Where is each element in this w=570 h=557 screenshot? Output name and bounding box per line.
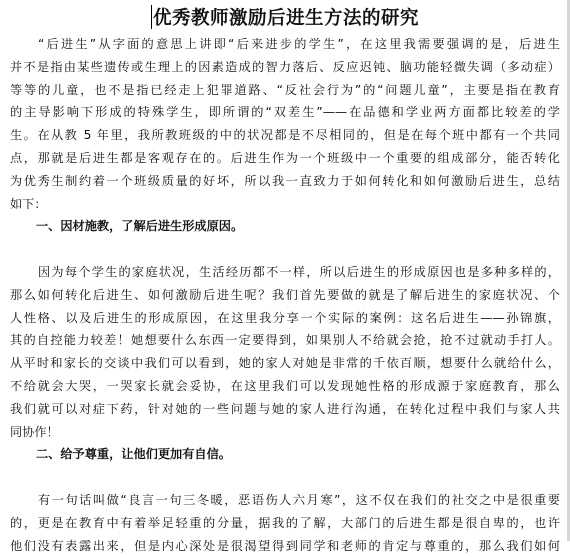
paragraph-line[interactable]: 并不是指由某些遗传或生理上的因素造成的智力落后、反应迟钝、脑功能轻微失调（多动症）	[10, 59, 560, 74]
paragraph-line[interactable]: “后进生”从字面的意思上讲即“后来进步的学生”，在这里我需要强调的是，后进生	[38, 37, 560, 51]
paragraph-line[interactable]: 他们没有表露出来，但是内心深处是很渴望得到同学和老师的肯定与尊重的，那么我们如何	[10, 538, 560, 553]
paragraph-line[interactable]: 其的自控能力较差！她想要什么东西一定要得到，如果别人不给就会抢，抢不过就动手打人。	[10, 333, 560, 348]
paragraph-line[interactable]: 不给就会大哭，一哭家长就会妥协，在这里我们可以发现她性格的形成源于家庭教育，那么	[10, 378, 560, 393]
paragraph-line[interactable]: 那么如何转化后进生、如何激励后进生呢？我们首先要做的就是了解后进生的家庭状况、个	[10, 287, 560, 302]
paragraph-line[interactable]: 有一句话叫做“良言一句三冬暖，恶语伤人六月寒”，这不仅在我们的社交之中是很重要	[38, 492, 560, 507]
paragraph-line[interactable]: 点，那就是后进生都是客观存在的。后进生作为一个班级中一个重要的组成部分，能否转化	[10, 150, 560, 165]
paragraph-line[interactable]: 生。在从教 5 年里，我所教班级的中的状况都是不尽相同的，但是在每个班中都有一个共同	[10, 128, 560, 143]
paragraph-line[interactable]: 从平时和家长的交谈中我们可以看到，她的家人对她是非常的千依百顺，想要什么就给什么，	[10, 356, 560, 371]
paragraph-line[interactable]: 为优秀生制约着一个班级质量的好坏，所以我一直致力于如何转化和如何激励后进生，总结	[10, 173, 560, 188]
paragraph-line[interactable]: 的，更是在教育中有着举足轻重的分量，据我的了解，大部门的后进生都是很自卑的，也许	[10, 515, 560, 530]
paragraph-line[interactable]: 我们就可以对症下药，针对她的一些问题与她的家人进行沟通，在转化过程中我们与家人共	[10, 401, 560, 416]
paragraph-line[interactable]: 因为每个学生的家庭状况，生活经历都不一样，所以后进生的形成原因也是多种多样的，	[38, 264, 560, 279]
title-row	[0, 4, 570, 30]
document-body[interactable]	[10, 33, 560, 557]
document-title[interactable]: 优秀教师激励后进生方法的研究	[152, 8, 419, 29]
section-heading-2[interactable]: 二、给予尊重，让他们更加有自信。	[36, 447, 231, 462]
paragraph-line[interactable]: 等等的儿童，也不是指已经走上犯罪道路、“反社会行为”的“问题儿童”，主要是指在教育	[10, 82, 560, 97]
paragraph-line[interactable]: 同协作！	[10, 424, 59, 439]
paragraph-line[interactable]: 如下：	[10, 196, 47, 211]
paragraph-line[interactable]: 人性格、以及后进生的形成原因，在这里我分享一个实际的案例：这名后进生——孙锦旗，	[10, 310, 560, 325]
blank-line	[10, 466, 560, 489]
text-cursor	[151, 5, 152, 29]
section-heading-1[interactable]: 一、因材施教，了解后进生形成原因。	[36, 219, 244, 234]
blank-line	[10, 238, 560, 261]
paragraph-line[interactable]: 的主导影响下形成的特殊学生，即所谓的“双差生”——在品德和学业两方面都比较差的学	[10, 105, 560, 120]
